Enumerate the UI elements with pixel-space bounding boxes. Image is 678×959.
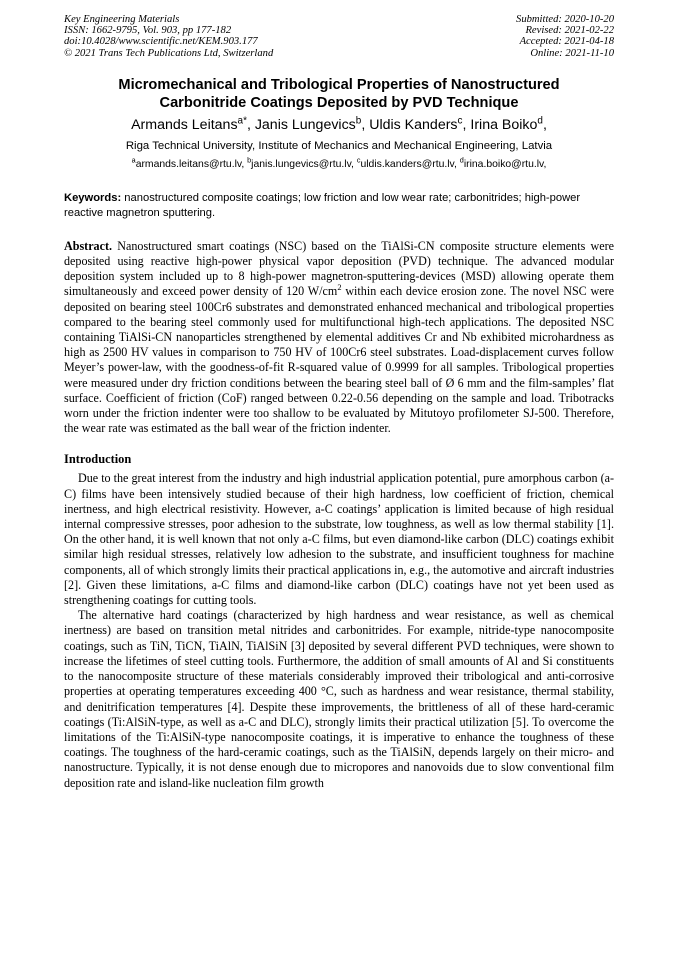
author-mark: d xyxy=(537,115,543,127)
paragraph: The alternative hard coatings (characterized by high hardness and wear resistance, as well as chemical inertness) are based on transition metal nitrides and carbonitrides. For example, nitride-type nanocomposite coatings, such as TiN, TiCN, TiAlN, TiAlSiN [3] deposited by several different PVD techniques, were shown to increase the lifetimes of steel cutting tools. Furthermore, the addition of small amounts of Al and Si constituents to the nanocomposite structure of these materials considerably improved their tribological and anti-corrosive properties at operating temperatures exceeding 400 °C, such as hardness and wear resistance, thermal stability, and denitrification temperatures [4]. Despite these improvements, the brittleness of all of these hard-ceramic coatings (Ti:AlSiN-type, as well as a-C and DLC), strongly limits their practical utilization [5]. To overcome the limitations of the Ti:AlSiN-type nanocomposite coatings, it is imperative to enhance the toughness of these coatings. The toughness of the hard-ceramic coatings, such as the TiAlSiN, depends largely on their micro- and nanostructure. Typically, it is not dense enough due to micropores and nanovoids due to slow conventional film deposition rate and island-like nucleation film growth xyxy=(64,608,614,790)
journal-header xyxy=(64,14,614,59)
abstract-superscript: 2 xyxy=(337,282,342,293)
author-separator: , xyxy=(246,116,255,133)
journal-doi: doi:10.4028/www.scientific.net/KEM.903.177 xyxy=(64,36,258,48)
email-separator: , xyxy=(453,158,460,170)
author-mark: c xyxy=(457,115,463,127)
journal-copyright: © 2021 Trans Tech Publications Ltd, Switzerland xyxy=(64,47,274,59)
author-emails xyxy=(64,155,614,172)
email-entry xyxy=(356,155,460,170)
author xyxy=(131,117,255,133)
journal-issn: ISSN: 1662-9795, Vol. 903, pp 177-182 xyxy=(64,25,232,37)
affiliation: Riga Technical University, Institute of Mechanics and Mechanical Engineering, Latvia xyxy=(125,139,553,152)
journal-info xyxy=(64,14,273,59)
email-mark: a xyxy=(131,155,136,165)
author xyxy=(255,117,369,133)
author-name: Irina Boiko xyxy=(470,116,538,133)
author-name: Armands Leitans xyxy=(131,116,238,133)
section-heading-introduction: Introduction xyxy=(64,452,132,467)
title-line: Carbonitride Coatings Deposited by PVD Technique xyxy=(159,94,519,111)
author-list xyxy=(64,116,614,134)
date-submitted: Submitted: 2020-10-20 xyxy=(516,14,614,25)
date-online: Online: 2021-11-10 xyxy=(530,47,614,59)
keywords xyxy=(64,191,614,221)
email-entry xyxy=(247,155,357,170)
author-mark: b xyxy=(355,115,362,127)
author-name: Janis Lungevics xyxy=(254,116,356,133)
author-separator: , xyxy=(542,116,547,133)
author-name: Uldis Kanders xyxy=(369,116,458,133)
email-mark: c xyxy=(356,155,361,165)
date-revised: Revised: 2021-02-22 xyxy=(525,25,614,37)
author-separator: , xyxy=(361,116,370,133)
email-separator: , xyxy=(351,158,357,170)
author-separator: , xyxy=(462,116,471,133)
email-mark: b xyxy=(247,155,252,165)
email-mark: d xyxy=(459,155,464,165)
paragraph: Due to the great interest from the industry and high industrial application potential, pure amorphous carbon (a-C) films have been intensively studied because of their high hardness, low coefficient of friction, chemical inertness, and high electrical resistivity. However, a-C coatings’ application is limited because of high residual internal compressive stresses, poor adhesion to the substrate, low toughness, as well as low thermal stability [1]. On the other hand, it is well known that not only a-C films, but even diamond-like carbon (DLC) coatings exhibit similar high residual stresses, relatively low adhesion to the substrate, and insufficient toughness for machine components, all of which strongly limits their practical applications in, e.g., the automotive and aircraft industries [2]. Given these limitations, a-C films and diamond-like carbon (DLC) coatings have not yet been used as strengthening coatings for cutting tools. xyxy=(64,471,614,608)
email-separator: , xyxy=(543,158,547,170)
author xyxy=(470,117,547,133)
abstract-text: Nanostructured smart coatings (NSC) based on the TiAlSi-CN composite structure elements were deposited using reactive high-power physical vapor deposition (PVD) technique. The advanced modular deposition system included up to 8 high-power magnetron-sputtering-devices (MSD) allowing operate them simultaneously and exceed power density of 120 W/cm xyxy=(64,238,614,299)
email-address: armands.leitans@rtu.lv xyxy=(135,158,242,170)
abstract-text: within each device erosion zone. The novel NSC were deposited on bearing steel 100Cr6 substrates and demonstrated enhanced mechanical and tribological properties compared to the bearing steel commonly used for multifunctional high-tech applications. The deposited NSC containing TiAlSi-CN nanoparticles strengthened by elemental additives Cr and Nb exhibited microhardness as high as 2500 HV values in comparison to 750 HV of 100Cr6 steel substrates. Load-displacement curves follow Meyer’s power-law, with the goodness-of-fit R-squared value of 0.9999 for all samples. Tribological properties were measured under dry friction conditions between the bearing steel ball of Ø 6 mm and the film-samples’ flat surface. Coefficient of friction (CoF) ranged between 0.22-0.56 depending on the sample and load. Tribotracks worn under the friction indenter were too shallow to be evaluated by Mitutoyo profilometer SJ-500. Therefore, the wear rate was estimated as the ball wear of the friction indenter. xyxy=(64,284,614,436)
paper-page xyxy=(64,14,614,791)
author-mark: a* xyxy=(237,115,247,127)
journal-name: Key Engineering Materials xyxy=(64,14,180,25)
title-line: Micromechanical and Tribological Properties of Nanostructured xyxy=(118,76,560,93)
email-separator: , xyxy=(241,158,248,170)
keywords-text: nanostructured composite coatings; low friction and low wear rate; carbonitrides; high-power reactive magnetron sputtering. xyxy=(64,191,581,219)
author xyxy=(369,117,470,133)
paper-title xyxy=(64,76,614,112)
email-entry xyxy=(131,155,248,170)
email-entry xyxy=(459,155,547,170)
publication-dates xyxy=(516,14,614,59)
keywords-label: Keywords: xyxy=(64,191,122,204)
email-address: janis.lungevics@rtu.lv xyxy=(251,158,352,170)
abstract-label: Abstract. xyxy=(64,238,113,253)
email-address: irina.boiko@rtu.lv xyxy=(463,158,544,170)
email-address: uldis.kanders@rtu.lv xyxy=(360,158,454,170)
abstract xyxy=(64,239,614,437)
date-accepted: Accepted: 2021-04-18 xyxy=(519,36,614,48)
